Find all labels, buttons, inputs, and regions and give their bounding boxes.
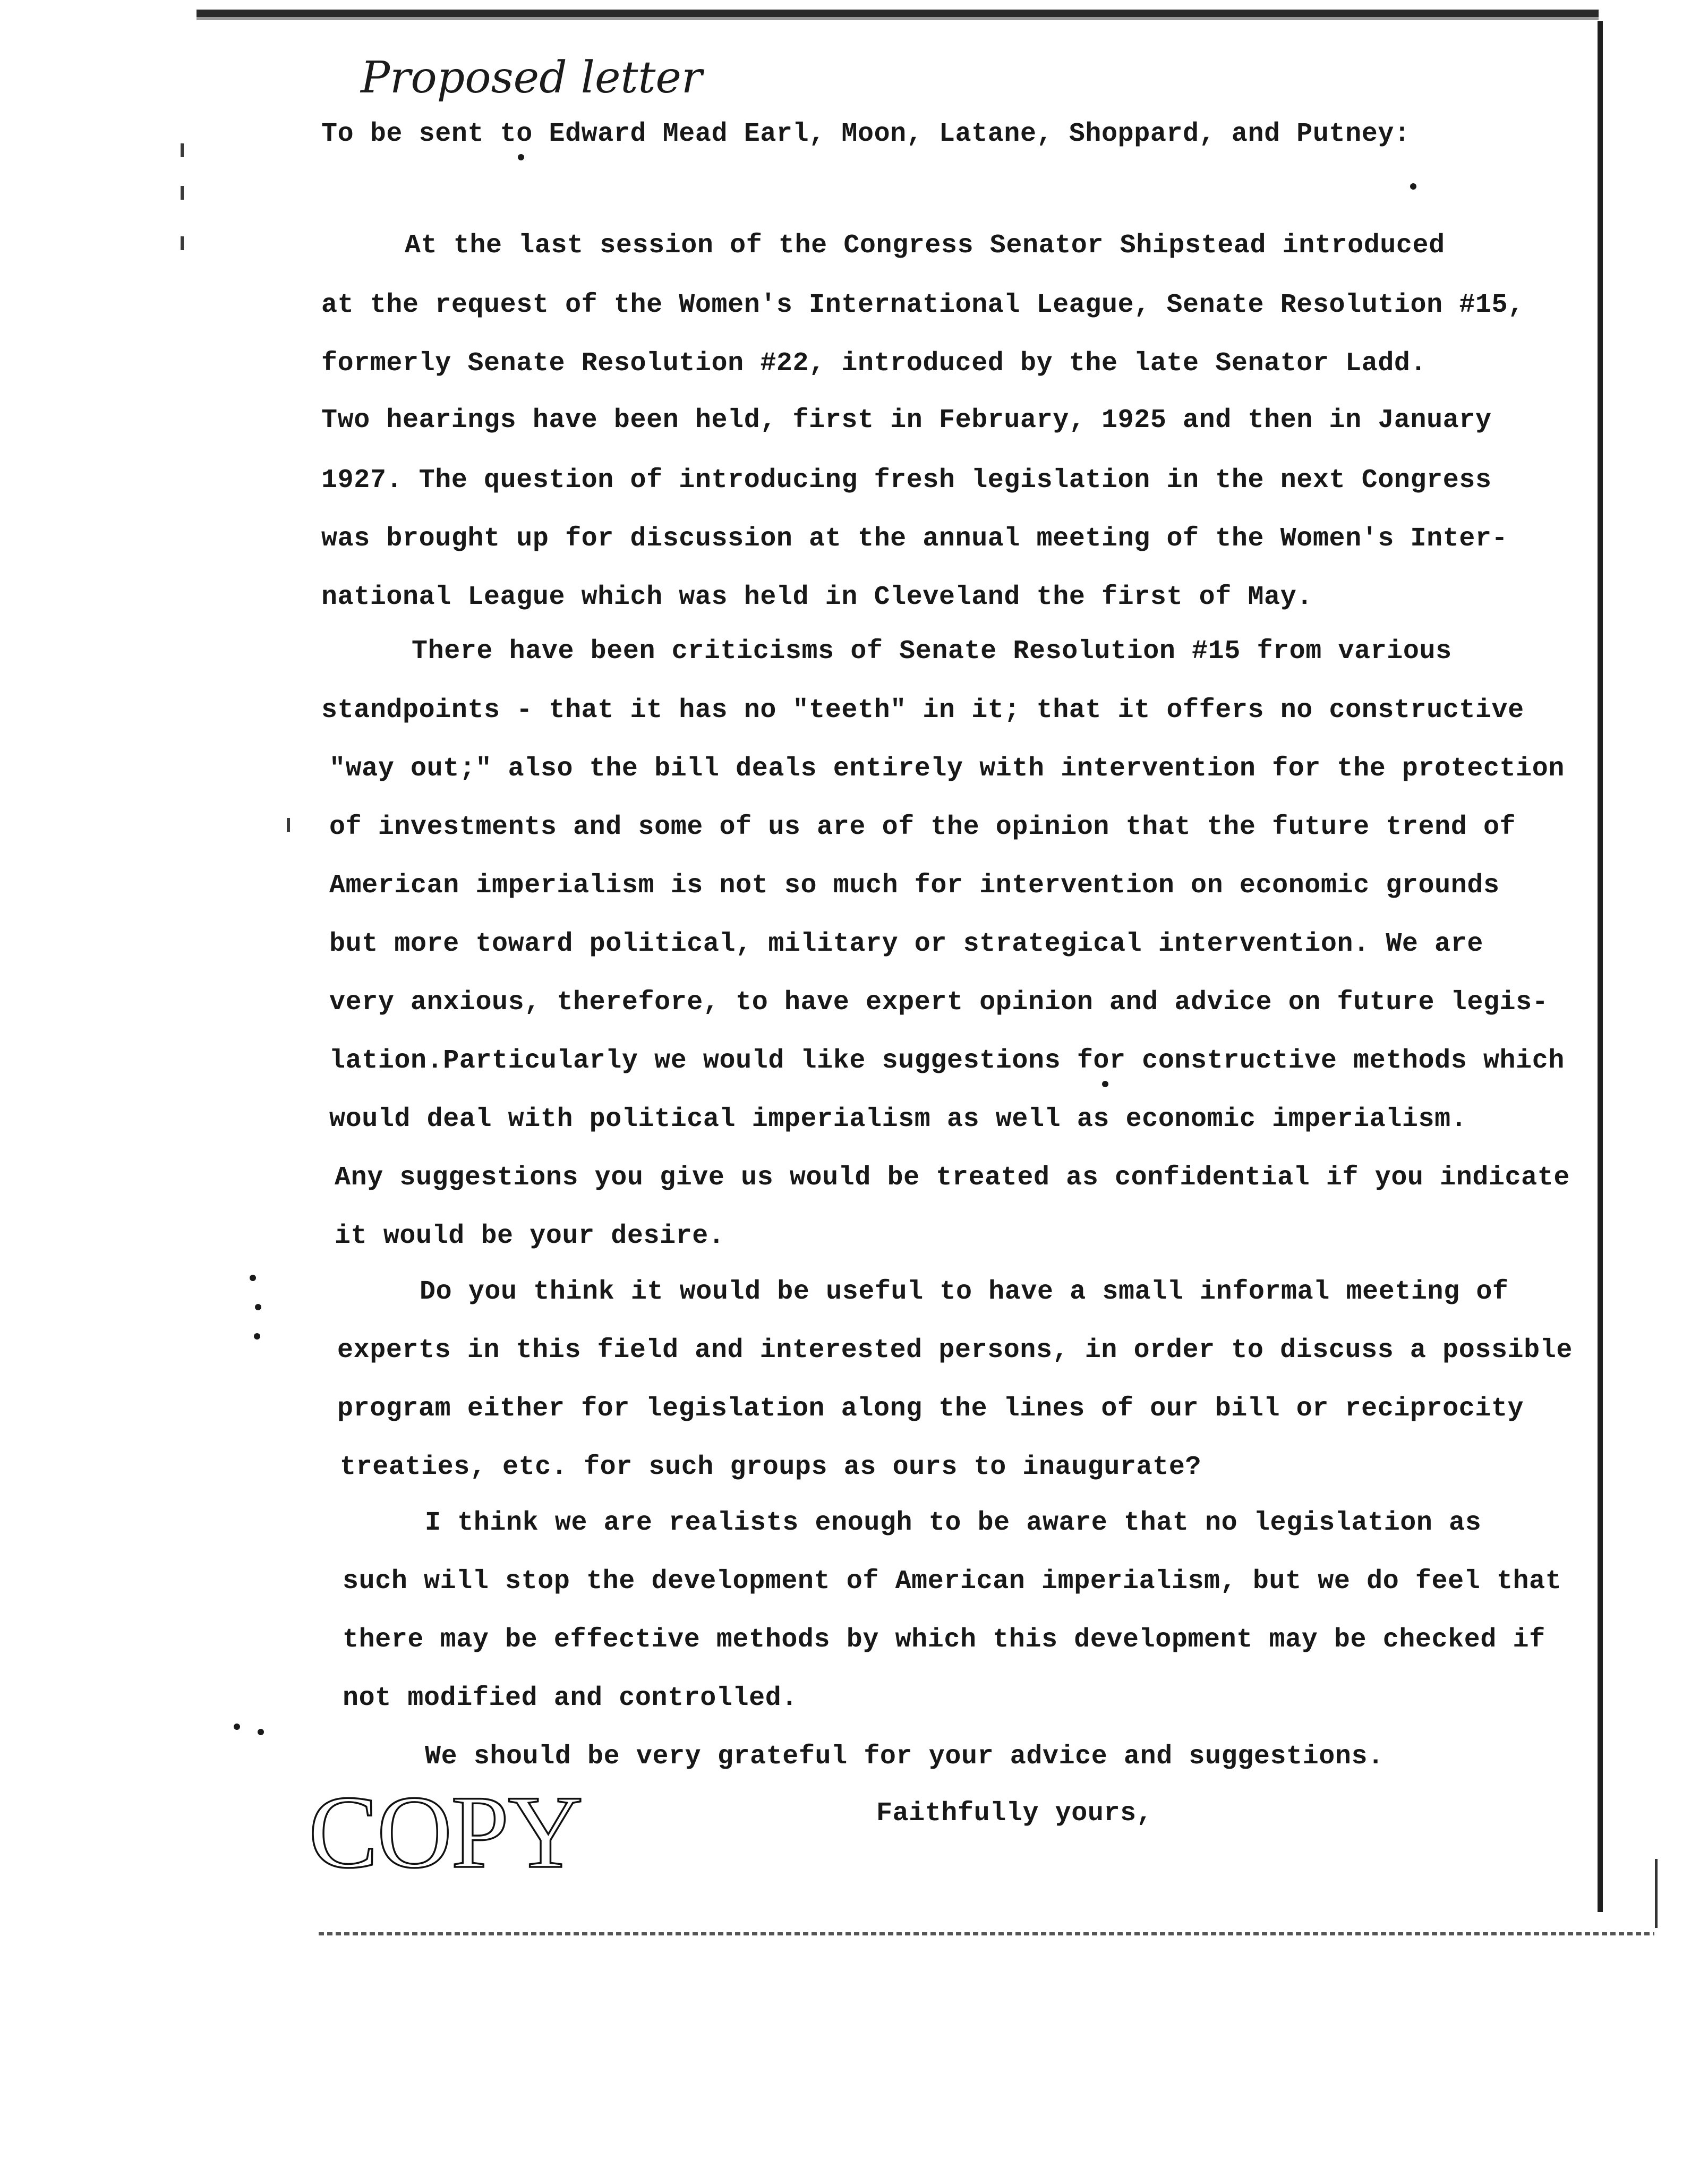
scan-bottom-edge: [319, 1932, 1654, 1935]
recipients-line: To be sent to Edward Mead Earl, Moon, Latane, Shoppard, and Putney:: [321, 119, 1411, 149]
margin-mark: [287, 818, 290, 832]
scan-speck: [1102, 1081, 1108, 1087]
paragraph-1-line: at the request of the Women's International League, Senate Resolution #15,: [321, 290, 1524, 320]
paragraph-1-line: formerly Senate Resolution #22, introduced by the late Senator Ladd.: [321, 348, 1427, 379]
closing: Faithfully yours,: [876, 1798, 1153, 1829]
paragraph-2-line: standpoints - that it has no "teeth" in it; that it offers no constructive: [321, 695, 1524, 726]
scan-speck: [258, 1729, 264, 1735]
paragraph-4-line: there may be effective methods by which this development may be checked if: [343, 1625, 1545, 1655]
paragraph-1-line: At the last session of the Congress Senator Shipstead introduced: [405, 231, 1445, 261]
handwritten-note-text: Proposed letter: [361, 53, 703, 103]
paragraph-1-line: 1927. The question of introducing fresh legislation in the next Congress: [321, 465, 1492, 496]
paragraph-3-line: experts in this field and interested persons, in order to discuss a possible: [337, 1335, 1573, 1366]
paragraph-3-line: program either for legislation along the lines of our bill or reciprocity: [337, 1394, 1524, 1424]
scan-top-edge: [197, 10, 1599, 17]
paragraph-3-line: Do you think it would be useful to have a small informal meeting of: [420, 1277, 1509, 1307]
paragraph-1-line: Two hearings have been held, first in February, 1925 and then in January: [321, 405, 1492, 436]
margin-mark: [181, 236, 184, 250]
paragraph-2-line: would deal with political imperialism as well as economic imperialism.: [329, 1104, 1467, 1134]
scan-speck: [255, 1304, 261, 1310]
paragraph-1-line: national League which was held in Cleveland the first of May.: [321, 582, 1313, 612]
paragraph-4-line: such will stop the development of American imperialism, but we do feel that: [343, 1566, 1562, 1597]
paragraph-2-line: American imperialism is not so much for intervention on economic grounds: [329, 871, 1500, 901]
scan-speck: [518, 154, 524, 160]
handwritten-note: [358, 47, 703, 105]
paragraph-2-line: but more toward political, military or strategical intervention. We are: [329, 929, 1483, 959]
scan-top-edge-shadow: [197, 17, 1599, 20]
paragraph-5-line: We should be very grateful for your advice and suggestions.: [425, 1742, 1384, 1772]
copy-stamp-text: COPY: [309, 1774, 582, 1890]
copy-stamp: [305, 1774, 645, 1890]
margin-mark: [181, 143, 184, 157]
scan-speck: [1410, 183, 1416, 190]
paragraph-2-line: lation.Particularly we would like suggestions for constructive methods which: [329, 1046, 1565, 1076]
paragraph-2-line: very anxious, therefore, to have expert opinion and advice on future legis-: [329, 987, 1549, 1018]
scan-speck: [250, 1275, 256, 1281]
paragraph-2-line: There have been criticisms of Senate Resolution #15 from various: [412, 636, 1452, 667]
paragraph-4-line: I think we are realists enough to be aware that no legislation as: [425, 1508, 1482, 1538]
scan-right-edge: [1598, 21, 1603, 1912]
paragraph-2-line: Any suggestions you give us would be treated as confidential if you indicate: [335, 1163, 1570, 1193]
paragraph-3-line: treaties, etc. for such groups as ours to inaugurate?: [340, 1452, 1202, 1482]
margin-mark: [181, 186, 184, 200]
paragraph-2-line: of investments and some of us are of the opinion that the future trend of: [329, 812, 1516, 842]
paragraph-4-line: not modified and controlled.: [343, 1683, 798, 1713]
paragraph-2-line: it would be your desire.: [335, 1221, 725, 1251]
paragraph-1-line: was brought up for discussion at the annual meeting of the Women's Inter-: [321, 524, 1508, 554]
paragraph-2-line: "way out;" also the bill deals entirely with intervention for the protection: [329, 754, 1565, 784]
scan-speck: [234, 1724, 240, 1730]
scan-speck: [254, 1333, 260, 1340]
scan-right-edge-mark: [1655, 1859, 1658, 1928]
